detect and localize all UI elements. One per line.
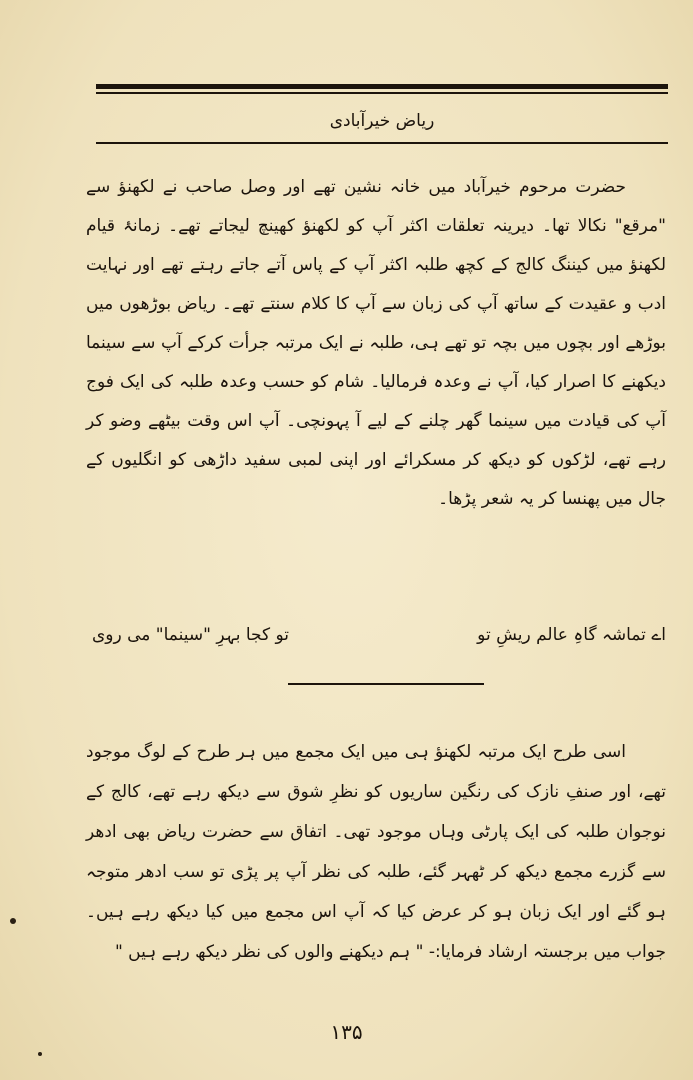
page-number: ۱۳۵ [330,1020,363,1044]
verse-couplet [92,618,666,652]
margin-dot [10,918,16,924]
paragraph-1: حضرت مرحوم خیرآباد میں خانہ نشین تھے اور وصل صاحب نے لکھنؤ سے "مرقع" نکالا تھا۔ دیرینہ تعلقات اکثر آپ کو لکھنؤ کھینچ لیجاتے تھے۔ زمانۂ قیام لکھنؤ میں کیننگ کالج کے کچھ طلبہ اکثر آپ کے پاس آتے جاتے رہتے تھے اور نہایت ادب و عقیدت کے ساتھ آپ کی زبان سے آپ کا کلام سنتے تھے۔ ریاض بوڑھوں میں بوڑھے اور بچوں میں بچہ تو تھے ہی، طلبہ نے ایک مرتبہ جرأت کرکے آپ سے سینما دیکھنے کا اصرار کیا، آپ نے وعدہ فرمالیا۔ شام کو حسب وعدہ طلبہ کی ایک فوج آپ کی قیادت میں سینما گھر چلنے کے لیے آ پہونچی۔ آپ اس وقت بیٹھے وضو کر رہے تھے، لڑکوں کو دیکھ کر مسکرائے اور اپنی لمبی سفید داڑھی کو انگلیوں کے جال میں پھنسا کر یہ شعر پڑھا۔ [86,177,666,509]
verse-first-half: اے تماشہ گاہِ عالم ریشِ تو [477,625,666,645]
header-rule-thick [96,84,668,89]
header-rule-thin [96,92,668,94]
margin-dot [38,1052,42,1056]
paragraph-2: اسی طرح ایک مرتبہ لکھنؤ ہی میں ایک مجمع میں ہر طرح کے لوگ موجود تھے، اور صنفِ نازک کی رنگین ساریوں کو نظرِ شوق سے دیکھ رہے تھے، کالج کے نوجوان طلبہ کی ایک پارٹی وہاں موجود تھی۔ اتفاق سے حضرت ریاض بھی ادھر سے گزرے مجمع دیکھ کر ٹھہر گئے، طلبہ کی نظر آپ پر پڑی تو سب ادھر متوجہ ہو گئے اور ایک زبان ہو کر عرض کیا کہ آپ اس مجمع میں کیا دیکھ رہے ہیں۔ جواب میں برجستہ ارشاد فرمایا:- " ہم دیکھنے والوں کی نظر دیکھ رہے ہیں " [86,742,666,962]
section-separator [288,683,484,685]
running-head: ریاض خیرآبادی [329,111,435,131]
verse-second-half: تو کجا بہرِ "سینما" می روی [92,625,290,645]
header-rule-bottom [96,142,668,144]
